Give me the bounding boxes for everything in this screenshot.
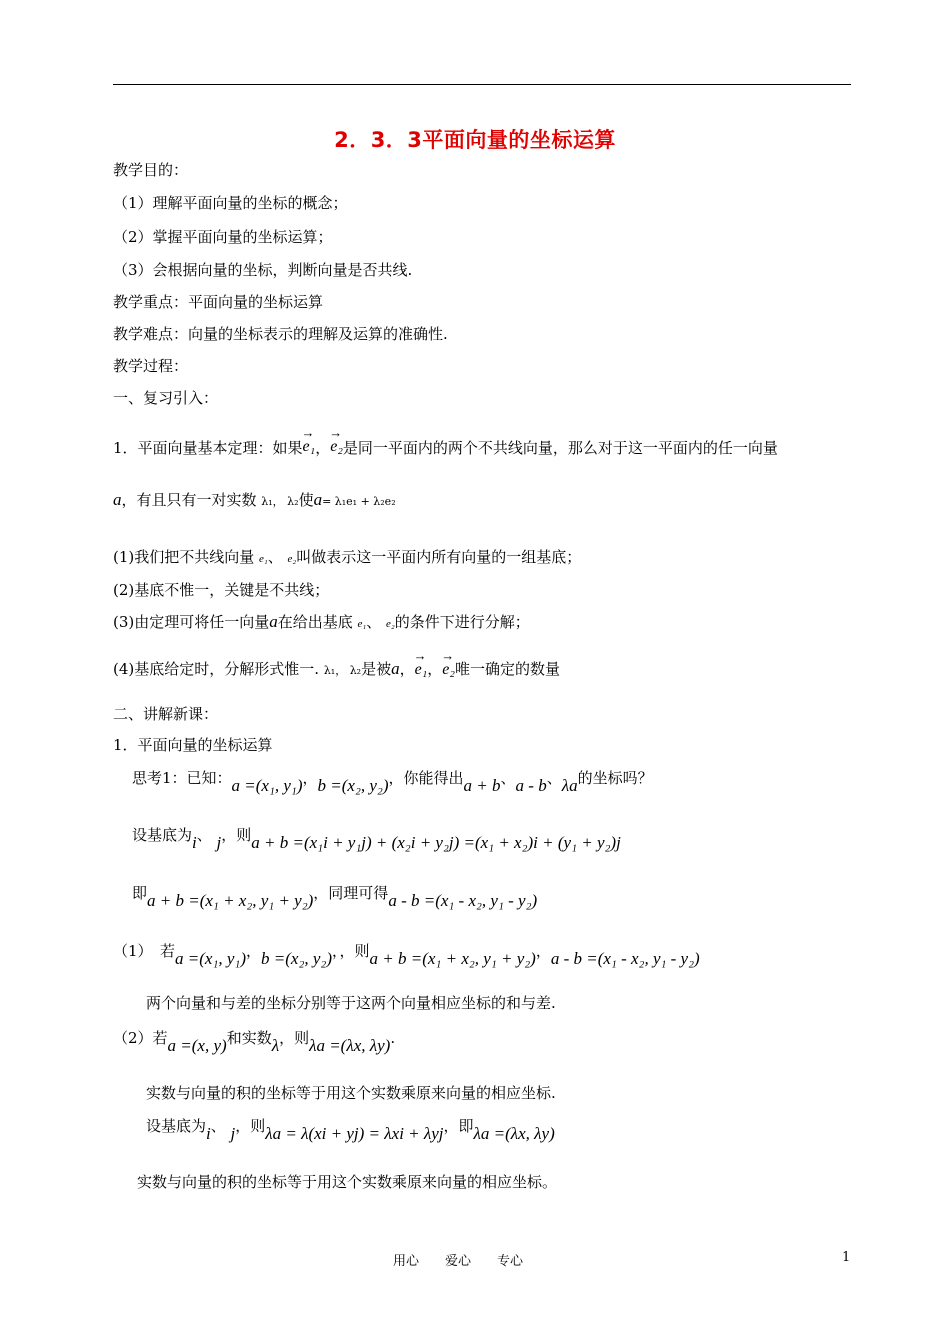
theorem-line: 1．平面向量基本定理：如果 → e₁， → e₂是同一平面内的两个不共线向量，那么对于这一平面内的任一向量 — [113, 425, 778, 457]
difficult-point: 教学难点：向量的坐标表示的理解及运算的准确性. — [113, 325, 448, 343]
conclusion-1-note: 两个向量和与差的坐标分别等于这两个向量相应坐标的和与差. — [146, 994, 556, 1012]
section-1: 1．平面向量的坐标运算 — [113, 736, 273, 754]
theorem2-text-b: 使 — [298, 491, 314, 509]
footer-motto: 用心 爱心 专心 — [393, 1254, 524, 1269]
note-4: (4)基底给定时，分解形式惟一. λ₁， λ₂是被a， → e₁， → e₂唯一确定的数量 — [113, 648, 560, 678]
note-2: (2)基底不惟一，关键是不共线； — [113, 581, 330, 599]
theorem-equation: = λ₁e₁ + λ₂e₂ — [322, 495, 396, 508]
page-title: 2．3．3平面向量的坐标运算 — [334, 128, 616, 152]
final-note: 实数与向量的积的坐标等于用这个实数乘原来向量的相应坐标。 — [137, 1173, 558, 1191]
theorem-text-b: 是同一平面内的两个不共线向量，那么对于这一平面内的任一向量 — [342, 439, 778, 457]
process-heading: 教学过程： — [113, 357, 189, 375]
conclusion-2-note: 实数与向量的积的坐标等于用这个实数乘原来向量的相应坐标. — [146, 1084, 556, 1102]
conclusion-2: （2）若a =(x, y)和实数λ，则λa =(λx, λy). — [113, 1029, 396, 1055]
goal-3: （3）会根据向量的坐标，判断向量是否共线. — [113, 261, 413, 279]
goals-heading: 教学目的： — [113, 161, 189, 179]
theorem-text-a: 1．平面向量基本定理：如果 — [113, 439, 303, 457]
theorem-line-2 — [113, 490, 396, 512]
review-heading: 一、复习引入： — [113, 389, 219, 407]
think-line: 思考1：已知：a =(x₁, y₁)，b =(x₂, y₂)，你能得出a + b、a - b、λa的坐标吗？ — [132, 769, 653, 795]
header-rule — [113, 84, 851, 85]
page-number: 1 — [842, 1250, 851, 1265]
goal-1: （1）理解平面向量的坐标的概念； — [113, 194, 348, 212]
lambda-pair: λ₁， λ₂ — [261, 495, 299, 508]
vector-e1-b: → e₁ — [413, 648, 428, 678]
key-point: 教学重点：平面向量的坐标运算 — [113, 293, 324, 311]
note-3: (3)由定理可将任一向量a在给出基底 e₁、 e₂的条件下进行分解； — [113, 612, 530, 631]
vector-a: a — [113, 490, 122, 509]
ie-line: 即a + b =(x₁ + x₂, y₁ + y₂)，同理可得a - b =(x₁ - x₂, y₁ - y₂) — [132, 884, 538, 910]
theorem2-text-a: ，有且只有一对实数 — [121, 491, 257, 509]
basis-line-2: 设基底为i、 j，则λa = λ(xi + yj) = λxi + λyj，即λa =(λx, λy) — [146, 1117, 555, 1143]
conclusion-1: （1） 若a =(x₁, y₁)，b =(x₂, y₂)，，则a + b =(x₁ + x₂, y₁ + y₂)，a - b =(x₁ - x₂, y₁ - y₂) — [113, 942, 700, 968]
goal-2: （2）掌握平面向量的坐标运算； — [113, 228, 333, 246]
new-heading: 二、讲解新课： — [113, 705, 219, 723]
basis-line: 设基底为i、 j，则a + b =(x₁i + y₁j) + (x₂i + y₂j) =(x₁ + x₂)i + (y₁ + y₂)j — [132, 826, 621, 852]
vector-a-2: a — [313, 490, 323, 509]
vector-e2-b: → e₂ — [441, 648, 455, 678]
note-1: (1)我们把不共线向量 e₁、 e₂叫做表示这一平面内所有向量的一组基底； — [113, 548, 582, 566]
vector-e2: → e₂ — [329, 425, 343, 455]
vector-e1: → e₁ — [301, 425, 316, 455]
